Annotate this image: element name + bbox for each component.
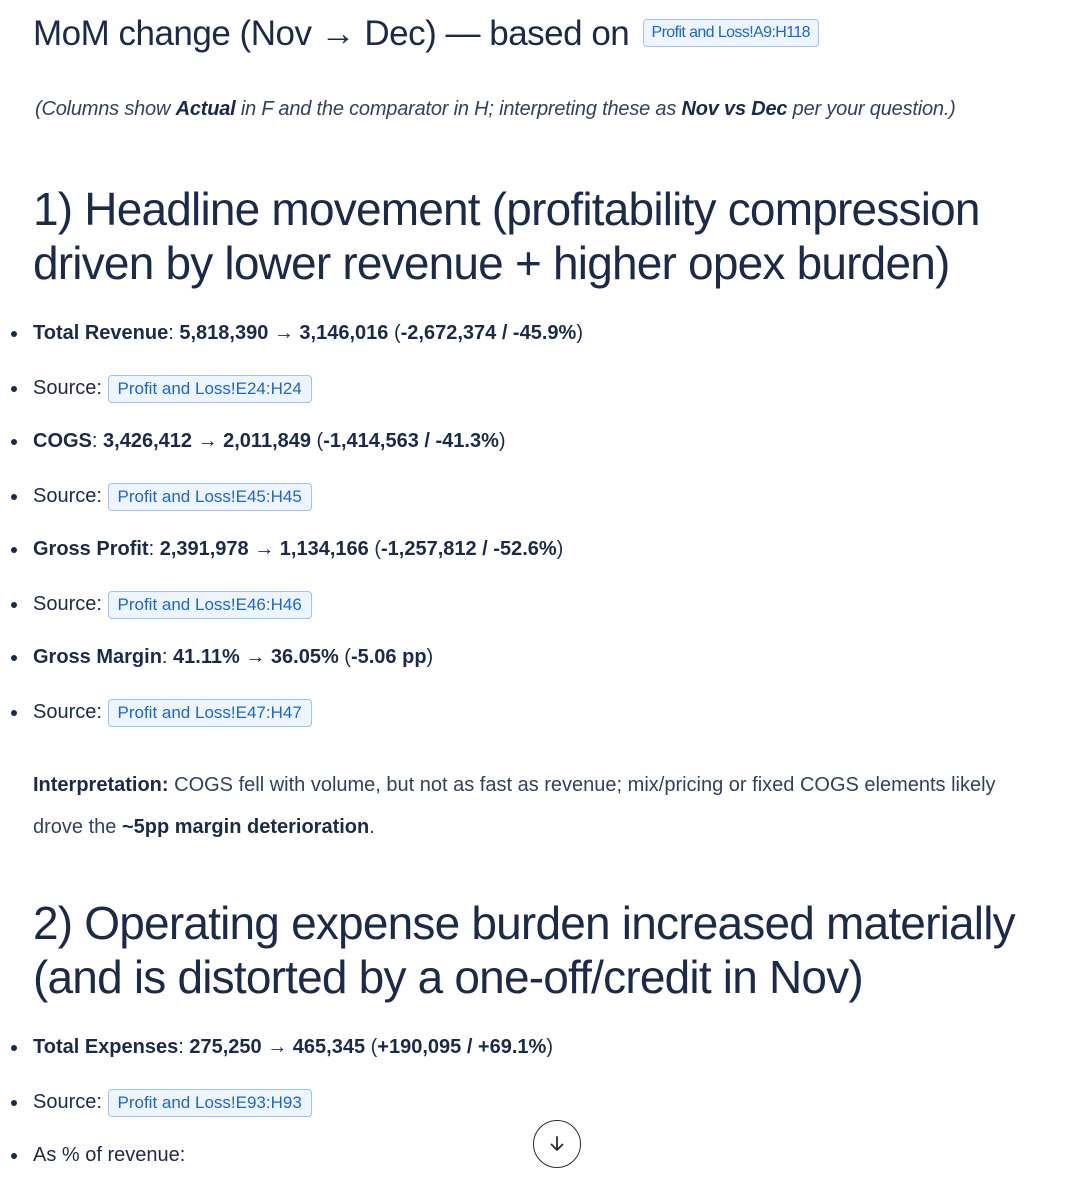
source-prefix: Source:	[33, 1091, 102, 1113]
source-prefix: Source:	[33, 701, 102, 723]
interpretation-highlight: ~5pp margin deterioration	[121, 816, 370, 838]
source-chip-title[interactable]: Profit and Loss!A9:H118	[643, 19, 819, 47]
metric-values: 3,426,412 → 2,011,849	[103, 430, 311, 452]
metric-values: 41.11% → 36.05%	[173, 646, 339, 668]
metric-change: -1,257,812 / -52.6%	[380, 538, 557, 560]
bullet-dot	[11, 1045, 17, 1051]
bullet-dot	[11, 494, 17, 500]
bullet-dot	[11, 1100, 17, 1106]
list-item-pct-revenue	[33, 1139, 185, 1171]
bullet-dot	[11, 386, 17, 392]
list-item-source	[33, 588, 312, 620]
column-note	[35, 98, 956, 121]
page-title	[33, 14, 819, 54]
metric-change: -2,672,374 / -45.9%	[400, 322, 577, 344]
source-chip[interactable]: Profit and Loss!E93:H93	[108, 1089, 312, 1117]
list-item-source	[33, 480, 312, 512]
metric-values: 275,250 → 465,345	[189, 1036, 366, 1058]
bullet-dot	[11, 439, 17, 445]
list-item-source	[33, 696, 312, 728]
metric-change: -5.06 pp	[350, 646, 427, 668]
section-heading-1: 1) Headline movement (profitability compression driven by lower revenue + higher opex burden)	[33, 183, 980, 289]
list-item-total-expenses: Total Expenses: 275,250 → 465,345 (+190,095 / +69.1%)	[33, 1031, 553, 1063]
source-prefix: Source:	[33, 485, 102, 507]
note-actual: Actual	[175, 98, 236, 120]
metric-values: 2,391,978 → 1,134,166	[159, 538, 369, 560]
source-chip[interactable]: Profit and Loss!E24:H24	[108, 375, 312, 403]
metric-label: Total Revenue	[33, 322, 169, 344]
scroll-to-bottom-button[interactable]	[533, 1120, 581, 1168]
interpretation-paragraph	[33, 764, 1033, 848]
page-title-text: MoM change (Nov → Dec) — based on	[33, 14, 630, 53]
metric-label: COGS	[33, 430, 92, 452]
note-text-mid: in F and the comparator in H; interpreting these as	[235, 98, 682, 120]
source-chip[interactable]: Profit and Loss!E45:H45	[108, 483, 312, 511]
source-chip[interactable]: Profit and Loss!E47:H47	[108, 699, 312, 727]
source-prefix: Source:	[33, 593, 102, 615]
bullet-dot	[11, 547, 17, 553]
metric-label: Gross Margin	[33, 646, 162, 668]
metric-label: Total Expenses	[33, 1036, 179, 1058]
arrow-down-icon	[547, 1134, 567, 1154]
list-item-source	[33, 372, 312, 404]
note-text-open: (Columns show	[35, 98, 176, 120]
interpretation-text: COGS fell with volume, but not as fast as revenue; mix/pricing or fixed COGS elements likely drove the	[33, 774, 996, 838]
interpretation-end: .	[369, 816, 375, 838]
section-heading-2: 2) Operating expense burden increased materially (and is distorted by a one-off/credit in Nov)	[33, 897, 1015, 1003]
list-item-text: As % of revenue:	[33, 1144, 186, 1166]
source-prefix: Source:	[33, 377, 102, 399]
note-nov-vs-dec: Nov vs Dec	[681, 98, 788, 120]
source-chip[interactable]: Profit and Loss!E46:H46	[108, 591, 312, 619]
list-item-total-revenue: Total Revenue: 5,818,390 → 3,146,016 (-2,672,374 / -45.9%)	[33, 317, 583, 349]
metric-change: +190,095 / +69.1%	[377, 1036, 547, 1058]
metric-values: 5,818,390 → 3,146,016	[179, 322, 389, 344]
list-item-cogs: COGS: 3,426,412 → 2,011,849 (-1,414,563 / -41.3%)	[33, 425, 506, 457]
metric-change: -1,414,563 / -41.3%	[323, 430, 499, 452]
list-item-source	[33, 1086, 312, 1118]
bullet-dot	[11, 602, 17, 608]
metric-label: Gross Profit	[33, 538, 149, 560]
bullet-dot	[11, 331, 17, 337]
list-item-gross-margin: Gross Margin: 41.11% → 36.05% (-5.06 pp)	[33, 641, 433, 673]
note-text-close: per your question.)	[787, 98, 956, 120]
list-item-gross-profit: Gross Profit: 2,391,978 → 1,134,166 (-1,257,812 / -52.6%)	[33, 533, 563, 565]
bullet-dot	[11, 710, 17, 716]
interpretation-label: Interpretation:	[33, 774, 169, 796]
bullet-dot	[11, 655, 17, 661]
bullet-dot	[11, 1153, 17, 1159]
